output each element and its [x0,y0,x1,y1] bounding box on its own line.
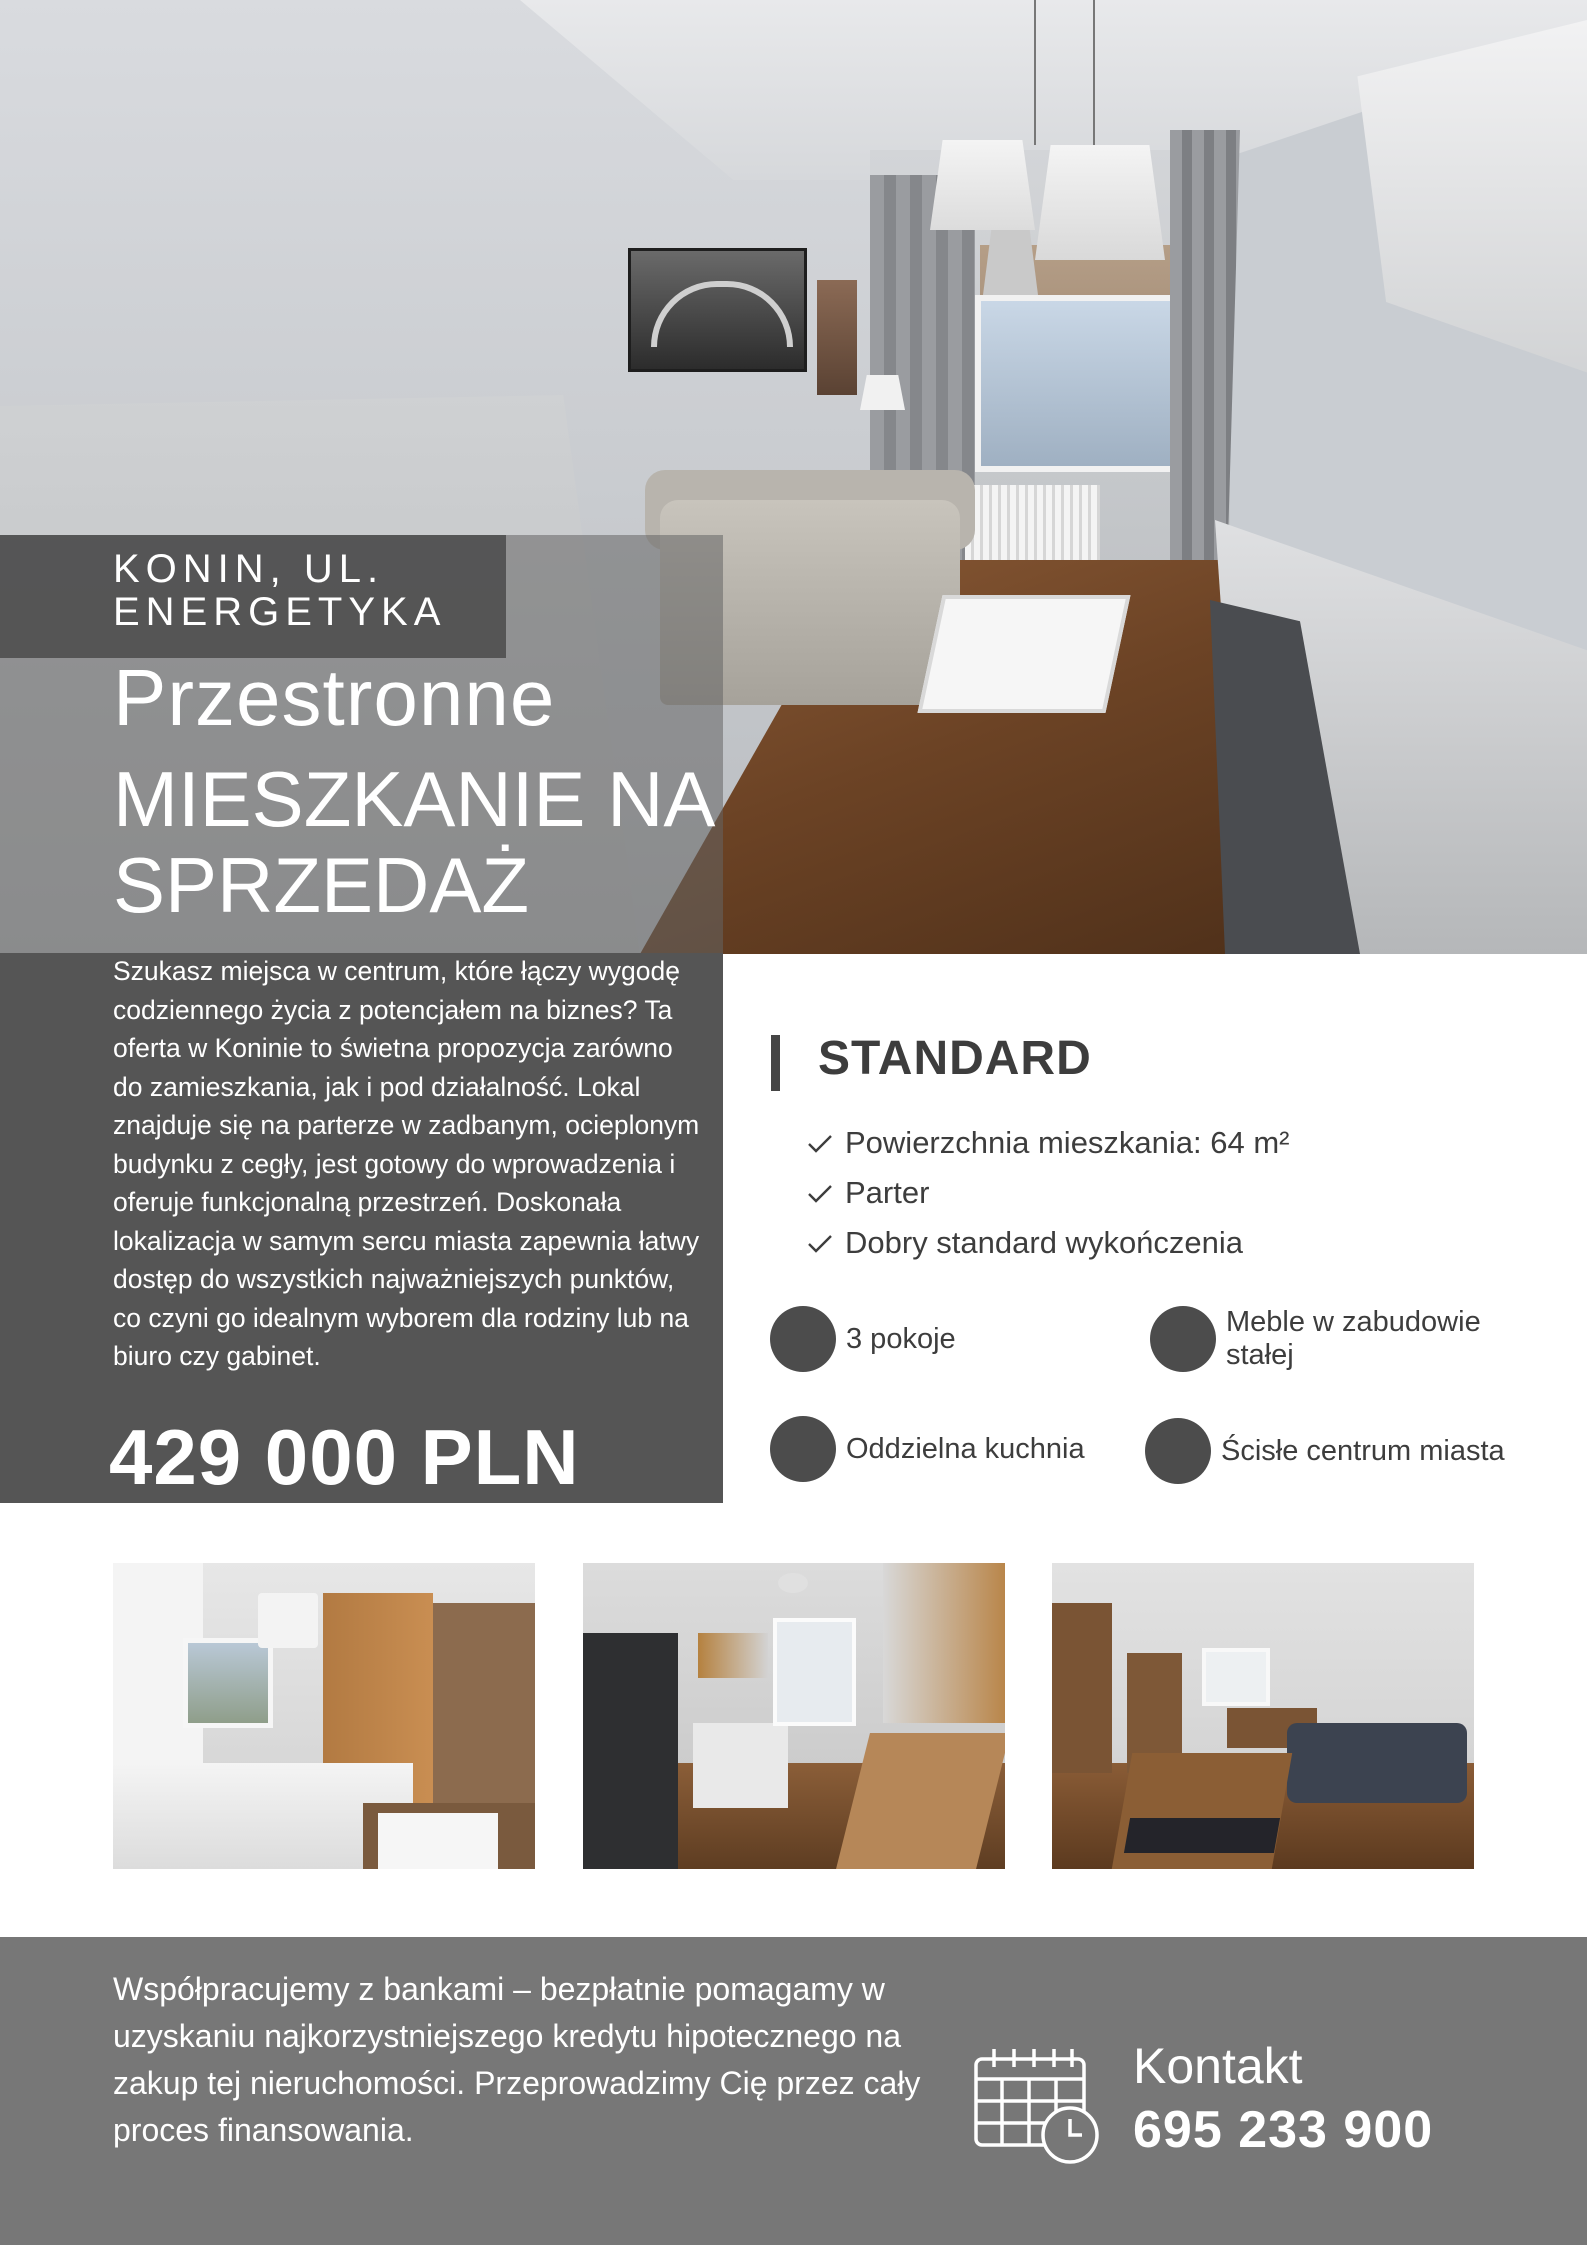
headline-light: Przestronne [113,653,556,742]
bullet-dot-icon [1150,1306,1216,1372]
checklist-label: Powierzchnia mieszkania: 64 m² [845,1125,1290,1160]
feature-item [770,1306,1100,1372]
checklist-item [805,1175,929,1211]
feature-item [1150,1306,1500,1372]
check-icon [805,1228,835,1258]
feature-item [1145,1418,1565,1484]
headline-bold: MIESZKANIE NA SPRZEDAŻ [113,755,712,929]
checklist-label: Parter [845,1175,930,1210]
feature-item [770,1416,1150,1482]
photo-bedroom [113,1563,535,1869]
checklist-item [805,1125,1290,1161]
feature-label: Ścisłe centrum miasta [1221,1434,1505,1467]
price: 429 000 PLN [109,1413,580,1501]
contact-phone[interactable]: 695 233 900 [1133,2101,1434,2159]
checklist-label: Dobry standard wykończenia [845,1225,1244,1260]
bullet-dot-icon [1145,1418,1211,1484]
photo-kitchen [583,1563,1005,1869]
description-text: Szukasz miejsca w centrum, które łączy wygodę codziennego życia z potencjałem na biznes? Ta oferta w Koninie to świetna propozycja zarówno do zamieszkania, jak i pod działalność. Lokal znajduje się na parterze w zadbanym, ocieplonym budynku z cegły, jest gotowy do wprowadzenia i oferuje funkcjonalną przestrzeń. Doskonała lokalizacja w samym sercu miasta zapewnia łatwy dostęp do wszystkich najważniejszych punktów, co czyni go idealnym wyborem dla rodziny lub na biuro czy gabinet. [113,956,700,1371]
standard-title: STANDARD [818,1032,1092,1085]
bullet-dot-icon [770,1416,836,1482]
feature-label: 3 pokoje [846,1322,956,1355]
bullet-dot-icon [770,1306,836,1372]
check-icon [805,1128,835,1158]
feature-label: Meble w zabudowie stałej [1226,1306,1481,1371]
calendar-clock-icon [972,2045,1102,2165]
location-text: KONIN, UL. ENERGETYKA [113,547,447,634]
financing-text: Współpracujemy z bankami – bezpłatnie pomagamy w uzyskaniu najkorzystniejszego kredytu hipotecznego na zakup tej nieruchomości. Przeprowadzimy Cię przez cały proces finansowania. [113,1971,921,2148]
contact-label: Kontakt [1133,2038,1303,2094]
section-accent-bar [771,1035,780,1091]
check-icon [805,1178,835,1208]
photo-living-room [1052,1563,1474,1869]
feature-label: Oddzielna kuchnia [846,1432,1085,1465]
checklist-item [805,1225,1243,1261]
